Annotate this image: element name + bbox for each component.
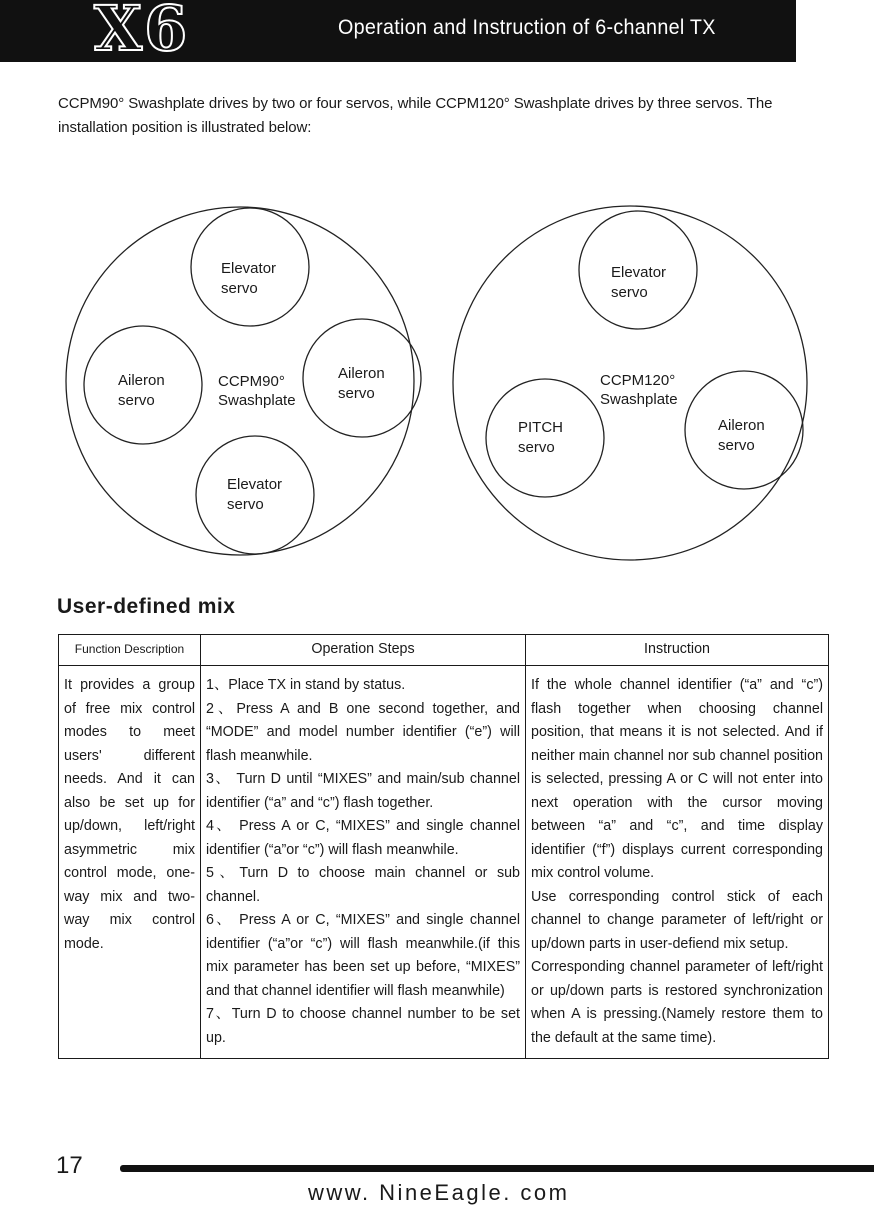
header-title: Operation and Instruction of 6-channel TX <box>338 16 716 39</box>
servo-label: servo <box>118 392 155 409</box>
servo-label: Elevator <box>221 260 277 277</box>
servo-label: servo <box>518 439 555 456</box>
servo-label: PITCH <box>518 419 563 436</box>
table-row <box>59 666 829 1059</box>
servo-label: servo <box>611 284 648 301</box>
operation-steps-cell <box>201 666 526 1059</box>
swashplate-label: CCPM120° <box>600 372 676 389</box>
swashplate-label: CCPM90° <box>218 373 285 390</box>
intro-paragraph: CCPM90° Swashplate drives by two or four servos, while CCPM120° Swashplate drives by three servos. The installation position is illustrated below: <box>58 95 773 136</box>
ccpm120-diagram <box>453 206 807 560</box>
function-description-cell: It provides a group of free mix control modes to meet users' different needs. And it can also be set up for up/down, left/right asymmetric mix control mode, one-way mix and two-way mix control mode. <box>59 666 201 1059</box>
swashplate-label: Swashplate <box>600 391 678 408</box>
servo-label: Elevator <box>611 264 667 281</box>
table-header-row <box>59 635 829 666</box>
operation-step: 7、Turn D to choose channel number to be set up. <box>206 1006 520 1046</box>
section-title: User-defined mix <box>57 595 236 618</box>
operation-step: 2、Press A and B one second together, and “MODE” and model number identifier (“e”) will flash meanwhile. <box>206 700 520 764</box>
swashplate-label: Swashplate <box>218 392 296 409</box>
servo-circle <box>196 436 314 554</box>
column-header: Instruction <box>526 635 829 666</box>
operation-step: 1、Place TX in stand by status. <box>206 677 406 693</box>
operation-step: 6、 Press A or C, “MIXES” and single channel identifier (“a”or “c”) will flash meanwhile.(if this mix parameter has been set up before, “MIXES” and that channel identifier will flash meanwhile) <box>206 912 520 999</box>
page-number: 17 <box>56 1152 83 1179</box>
servo-circle <box>486 379 604 497</box>
servo-label: Aileron <box>338 365 385 382</box>
servo-label: servo <box>718 437 755 454</box>
servo-label: servo <box>227 496 264 513</box>
column-header: Function Description <box>59 635 201 666</box>
instruction-paragraph: Use corresponding control stick of each channel to change parameter of left/right or up/down parts in user-defiend mix setup. <box>531 888 823 952</box>
mix-table <box>58 634 829 1059</box>
instruction-paragraph: Corresponding channel parameter of left/right or up/down parts is restored synchronization when A is pressing.(Namely restore them to the default at the same time). <box>531 959 823 1046</box>
instruction-paragraph: If the whole channel identifier (“a” and “c”) flash together when choosing channel position, that means it is not selected. And if neither main channel nor sub channel position is selected, pressing A or C will not enter into next operation with the cursor moving between “a” and “c”, and time display identifier (“f”) displays current corresponding mix control volume. <box>531 677 823 881</box>
ccpm90-diagram <box>66 207 421 555</box>
operation-step: 3、 Turn D until “MIXES” and main/sub channel identifier (“a” and “c”) flash together. <box>206 771 520 811</box>
column-header: Operation Steps <box>201 635 526 666</box>
servo-label: servo <box>221 280 258 297</box>
instruction-cell <box>526 666 829 1059</box>
operation-step: 4、 Press A or C, “MIXES” and single channel identifier (“a”or “c”) will flash meanwhile. <box>206 818 520 858</box>
footer-rule <box>120 1165 874 1172</box>
servo-label: Aileron <box>118 372 165 389</box>
servo-label: Elevator <box>227 476 283 493</box>
swashplate-diagram <box>0 190 874 570</box>
x6-logo: X6 <box>94 0 190 65</box>
footer-website: www. NineEagle. com <box>308 1180 570 1205</box>
servo-label: servo <box>338 385 375 402</box>
servo-label: Aileron <box>718 417 765 434</box>
operation-step: 5、Turn D to choose main channel or sub channel. <box>206 865 520 905</box>
